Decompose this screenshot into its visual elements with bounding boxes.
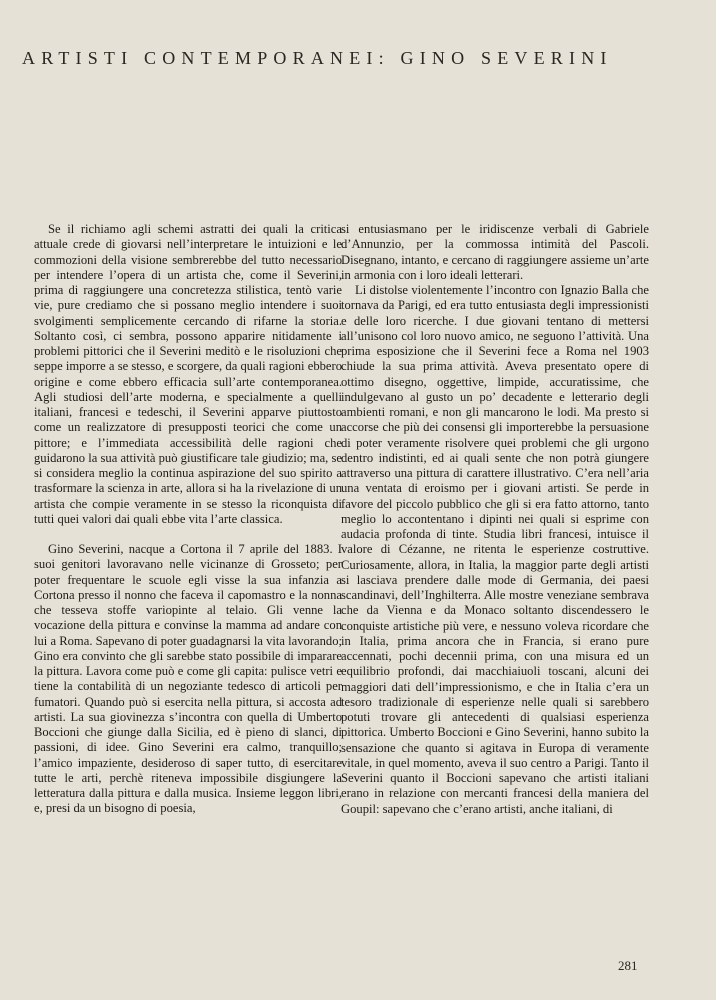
page-number: 281: [618, 958, 638, 973]
left-column: [34, 222, 342, 817]
running-head: ARTISTI CONTEMPORANEI: GINO SEVERINI: [22, 48, 613, 68]
paragraph: Gino Severini, nacque a Cortona il 7 aprile del 1883. I suoi genitori lavoravano nelle vicinanze di Grosseto; per poter frequentare le scuole egli visse la sua infanzia a Cortona presso il nonno che faceva il capomastro e la nonna che tesseva stoffe variopinte al telaio. Gli venne la vocazione della pittura e convinse la mamma ad andare con lui a Roma. Sapevano di poter guadagnarsi la vita lavorando; Gino era convinto che gli sarebbe stato possibile di imparare la pittura. Lavora come può e come gli capita: pulisce vetri e tiene la contabilità di un negoziante tedesco di articoli per fumatori. Quando può si esercita nella pittura, si accosta ad artisti. La sua giovinezza s’incontra con quella di Umberto Boccioni che giunge dalla Sicilia, ed è pieno di slanci, di passioni, di idee. Gino Severini era calmo, tranquillo; l’amico impaziente, desideroso di saper tutto, di esercitare tutte le arti, perchè riteneva impossibile disgiungere la letteratura dalla pittura e dalla musica. Insieme leggon libri, e, presi da un bisogno di poesia,: [34, 542, 342, 816]
paragraph-continued: si entusiasmano per le iridiscenze verbali di Gabriele d’Annunzio, per la commossa intimità del Pascoli. Disegnano, intanto, e cercano di raggiungere assieme un’arte in armonia con i loro ideali letterari.: [341, 222, 649, 282]
right-column: [341, 222, 649, 817]
paragraph: Li distolse violentemente l’incontro con Ignazio Balla che tornava da Parigi, ed era tutto entusiasta degli impressionisti e delle loro ricerche. I due giovani tentano di mettersi all’unisono col loro nuovo amico, ne seguono l’attività. Una prima esposizione che il Severini fece a Roma nel 1903 chiude la sua prima attività. Aveva presentato opere di ottimo disegno, oggettive, limpide, accuratissime, che indulgevano al gusto un po’ decadente e letterario degli ambienti romani, e non gli mancarono le lodi. Ma presto si accorse che più dei consensi gli importerebbe la persuasione di poter veramente risolvere quei problemi che gli urgono dentro indistinti, ed ai quali sente che non potrà giungere attraverso una pittura di carattere illustrativo. C’era nell’aria una ventata di eroismo per i giovani artisti. Se perde in favore del piccolo pubblico che gli si era fatto attorno, tanto meglio lo accontentano i dipinti nei quali si esprime con audacia profonda di tinte. Studia libri francesi, intuisce il valore di Cézanne, ne ritenta le esperienze costruttive. Curiosamente, allora, in Italia, la maggior parte degli artisti si lasciava prendere dalle mode di Germania, dei paesi scandinavi, dell’Inghilterra. Alle mostre veneziane sembrava che da Vienna e da Monaco soltanto discendessero le conquiste artistiche più vere, e nessuno voleva ricordare che in Italia, prima ancora che in Francia, si erano pure accennati, pochi decennii prima, con una misura ed un equilibrio profondi, dai macchiaiuoli toscani, alcuni dei maggiori dati dell’impressionismo, e che in Italia c’era un tesoro tradizionale di esperienze nelle quali si sarebbero potuti trovare gli antecedenti di qualsiasi esperienza pittorica. Umberto Boccioni e Gino Severini, hanno subito la sensazione che quanto si agitava in Europa di veramente vitale, in quel momento, aveva il suo centro a Parigi. Tanto il Severini quanto il Boccioni sapevano che artisti italiani erano in relazione con mercanti francesi della maniera del Goupil: sapevano che c’erano artisti, anche italiani, di: [341, 283, 649, 816]
paragraph: Se il richiamo agli schemi astratti dei quali la critica attuale crede di giovarsi nell’interpretare le intuizioni e le commozioni della visione sembrerebbe del tutto necessario per intendere l’opera di un artista che, come il Severini, prima di raggiungere una concretezza stilistica, tentò varie vie, pure crediamo che si possano meglio intendere i suoi svolgimenti semplicemente cercando di rifarne la storia. Soltanto così, ci sembra, possono apparire nitidamente i problemi pittorici che il Severini meditò e le risoluzioni che seppe imporre a se stesso, e scorgere, da quali ragioni ebbero origine e come ebbero efficacia sull’arte contemporanea. Agli studiosi dell’arte moderna, e specialmente a quelli italiani, francesi e tedeschi, il Severini apparve piuttosto come un realizzatore di presupposti teorici che come un pittore; e l’immediata accessibilità delle ragioni che guidarono la sua attività può giustificare tale giudizio; ma, se si considera meglio la continua aspirazione del suo spirito a trasformare la scienza in arte, allora si ha la rivelazione di un artista che compie veramente in se stesso la riconquista di tutti quei valori dai quali ebbe vita l’arte classica.: [34, 222, 342, 526]
